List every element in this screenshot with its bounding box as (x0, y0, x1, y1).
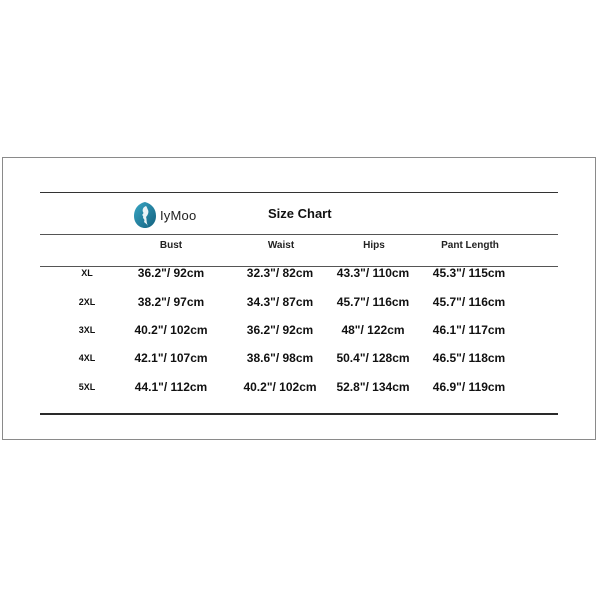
pant-length-value: 45.3"/ 115cm (432, 266, 506, 280)
column-header-pant-length: Pant Length (441, 240, 499, 251)
table-row (0, 380, 600, 400)
column-header-bust: Bust (159, 240, 183, 251)
pant-length-value: 45.7"/ 116cm (432, 295, 506, 309)
size-label: XL (81, 268, 93, 278)
bottom-divider (40, 413, 558, 415)
hips-value: 48"/ 122cm (341, 323, 405, 337)
hips-value: 50.4"/ 128cm (336, 351, 410, 365)
size-label: 2XL (78, 297, 96, 307)
hips-value: 43.3"/ 110cm (336, 266, 410, 280)
table-row (0, 295, 600, 315)
chart-title: Size Chart (268, 206, 332, 221)
bust-value: 44.1"/ 112cm (134, 380, 208, 394)
header-divider (40, 234, 558, 235)
pant-length-value: 46.9"/ 119cm (432, 380, 506, 394)
size-label: 4XL (78, 353, 96, 363)
hips-value: 45.7"/ 116cm (336, 295, 410, 309)
waist-value: 36.2"/ 92cm (246, 323, 314, 337)
brand-name: IyMoo (160, 207, 197, 223)
brand-logo (133, 200, 196, 230)
table-row (0, 351, 600, 371)
bust-value: 38.2"/ 97cm (137, 295, 205, 309)
waist-value: 38.6"/ 98cm (246, 351, 314, 365)
size-label: 5XL (78, 382, 96, 392)
pant-length-value: 46.5"/ 118cm (432, 351, 506, 365)
bust-value: 40.2"/ 102cm (134, 323, 208, 337)
waist-value: 40.2"/ 102cm (243, 380, 317, 394)
top-divider (40, 192, 558, 193)
table-row (0, 266, 600, 286)
column-header-waist: Waist (267, 240, 295, 251)
hips-value: 52.8"/ 134cm (336, 380, 410, 394)
woman-silhouette-logo-icon (133, 201, 157, 229)
size-label: 3XL (78, 325, 96, 335)
bust-value: 42.1"/ 107cm (134, 351, 208, 365)
bust-value: 36.2"/ 92cm (137, 266, 205, 280)
waist-value: 34.3"/ 87cm (246, 295, 314, 309)
column-header-hips: Hips (363, 240, 385, 251)
table-row (0, 323, 600, 343)
pant-length-value: 46.1"/ 117cm (432, 323, 506, 337)
waist-value: 32.3"/ 82cm (246, 266, 314, 280)
